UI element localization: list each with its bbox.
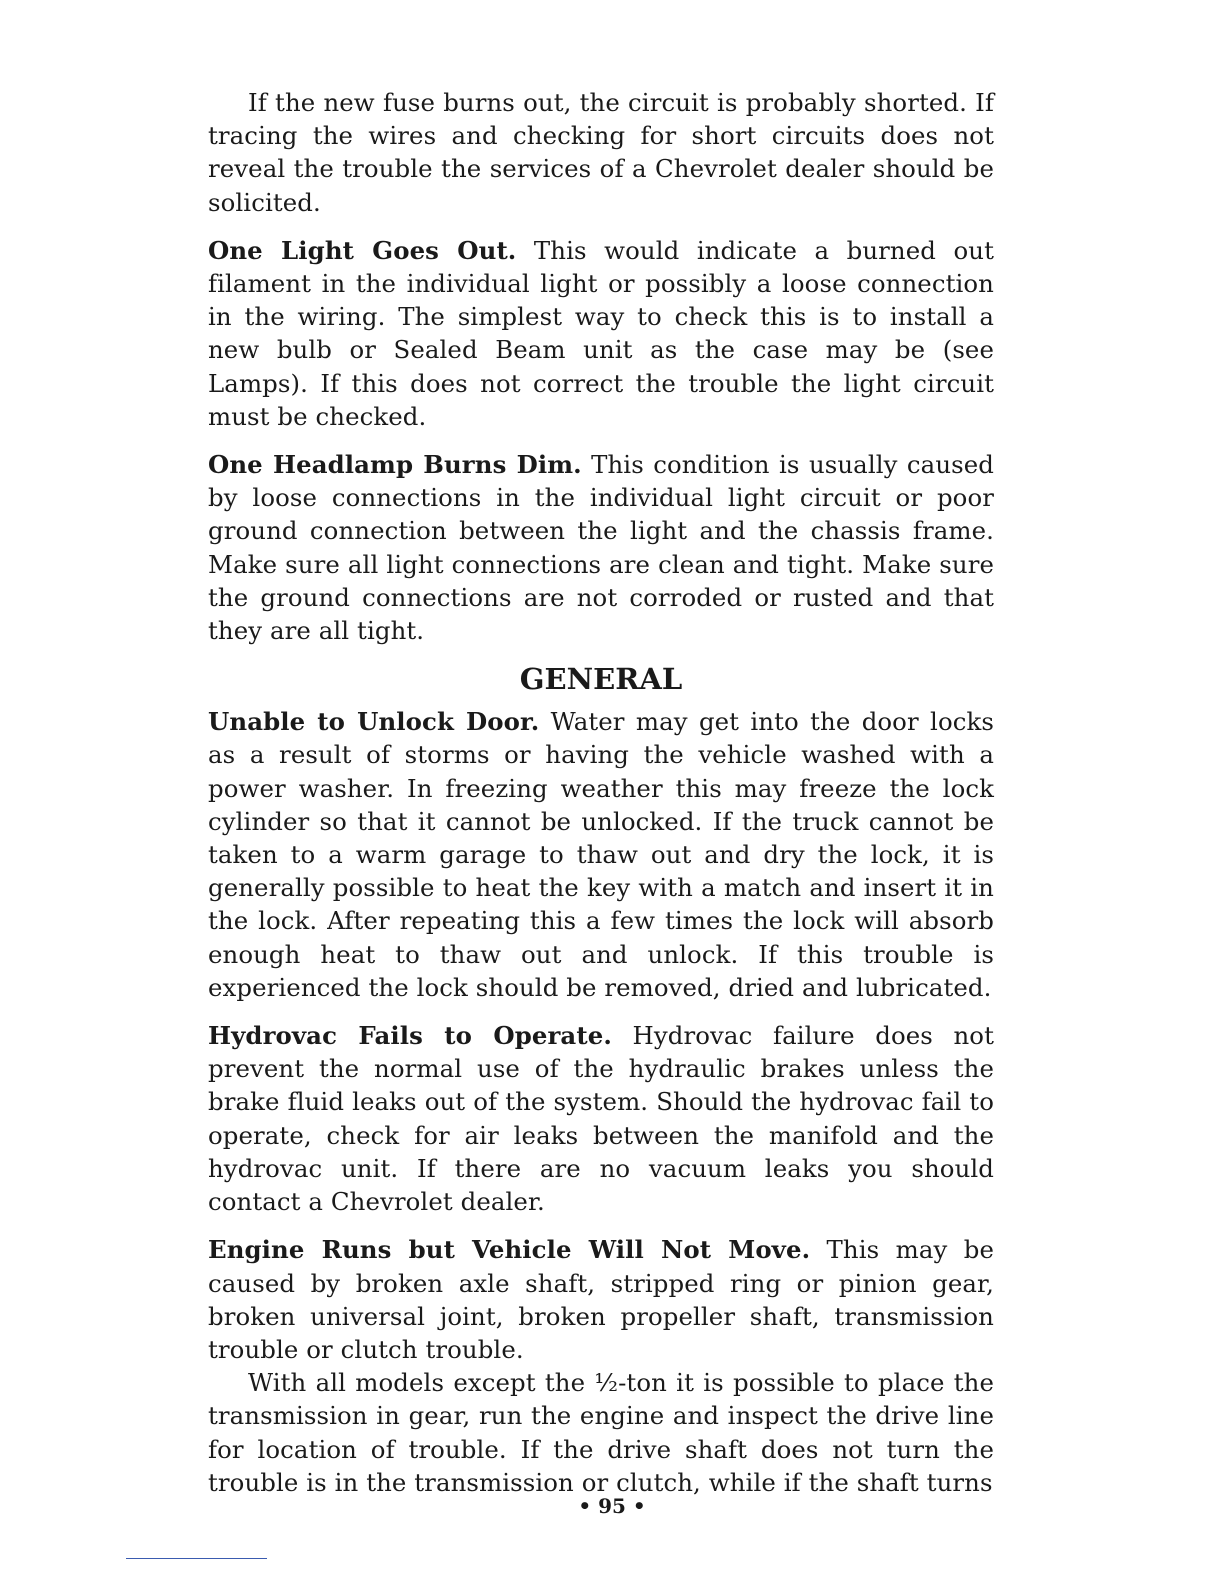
paragraph-headlamp-burns-dim xyxy=(208,448,994,647)
runin-heading: Hydrovac Fails to Operate. xyxy=(208,1021,612,1051)
section-heading-general: GENERAL xyxy=(519,662,683,697)
runin-heading: Engine Runs but Vehicle Will Not Move. xyxy=(208,1235,811,1265)
paragraph-body: This condition is usually caused by loose connections in the individual light circuit or poor ground connection between the light and the chassis frame. Make sure all light connections are clean and tight. Make sure the ground connections are not corroded or rusted and that they are all tight. xyxy=(208,450,994,646)
paragraph-fuse: If the new fuse burns out, the circuit is probably shorted. If tracing the wires and checking for short circuits does not reveal the trouble the services of a Chevrolet dealer should be solicited. xyxy=(208,88,994,217)
paragraph-hydrovac-fails xyxy=(208,1019,994,1218)
paragraph-body: This would indicate a burned out filament in the individual light or possibly a loose connection in the wiring. The simplest way to check this is to install a new bulb or Sealed Beam unit as the case may be (see Lamps). If this does not correct the trouble the light circuit must be checked. xyxy=(208,235,994,431)
runin-heading: One Headlamp Burns Dim. xyxy=(208,450,582,480)
paragraph-unable-to-unlock-door xyxy=(208,705,994,1004)
page-number: • 95 • xyxy=(578,1494,646,1518)
page-body xyxy=(208,86,994,1499)
paragraph-body: This may be caused by broken axle shaft, stripped ring or pinion gear, broken universal joint, broken propeller shaft, transmission trouble or clutch trouble. xyxy=(208,1235,994,1364)
paragraph-body: Water may get into the door locks as a result of storms or having the vehicle washed with a power washer. In freezing weather this may freeze the lock cylinder so that it cannot be unlocked. If the truck cannot be taken to a warm garage to thaw out and dry the lock, it is generally possible to heat the key with a match and insert it in the lock. After repeating this a few times the lock will absorb enough heat to thaw out and unlock. If this trouble is experienced the lock should be removed, dried and lubricated. xyxy=(208,707,994,1002)
paragraph-engine-runs xyxy=(208,1233,994,1366)
paragraph-body: Hydrovac failure does not prevent the normal use of the hydraulic brakes unless the brake fluid leaks out of the system. Should the hydrovac fail to operate, check for air leaks between the manifold and the hydrovac unit. If there are no vacuum leaks you should contact a Chevrolet dealer. xyxy=(208,1021,994,1217)
runin-heading: One Light Goes Out. xyxy=(208,235,517,265)
paragraph-one-light-goes-out xyxy=(208,234,994,433)
footnote-rule xyxy=(126,1558,267,1559)
runin-heading: Unable to Unlock Door. xyxy=(208,707,540,737)
paragraph-half-ton: With all models except the ½-ton it is possible to place the transmission in gear, run the engine and inspect the drive line for location of trouble. If the drive shaft does not turn the trouble is in the transmission or clutch, while if the shaft turns xyxy=(208,1368,994,1497)
